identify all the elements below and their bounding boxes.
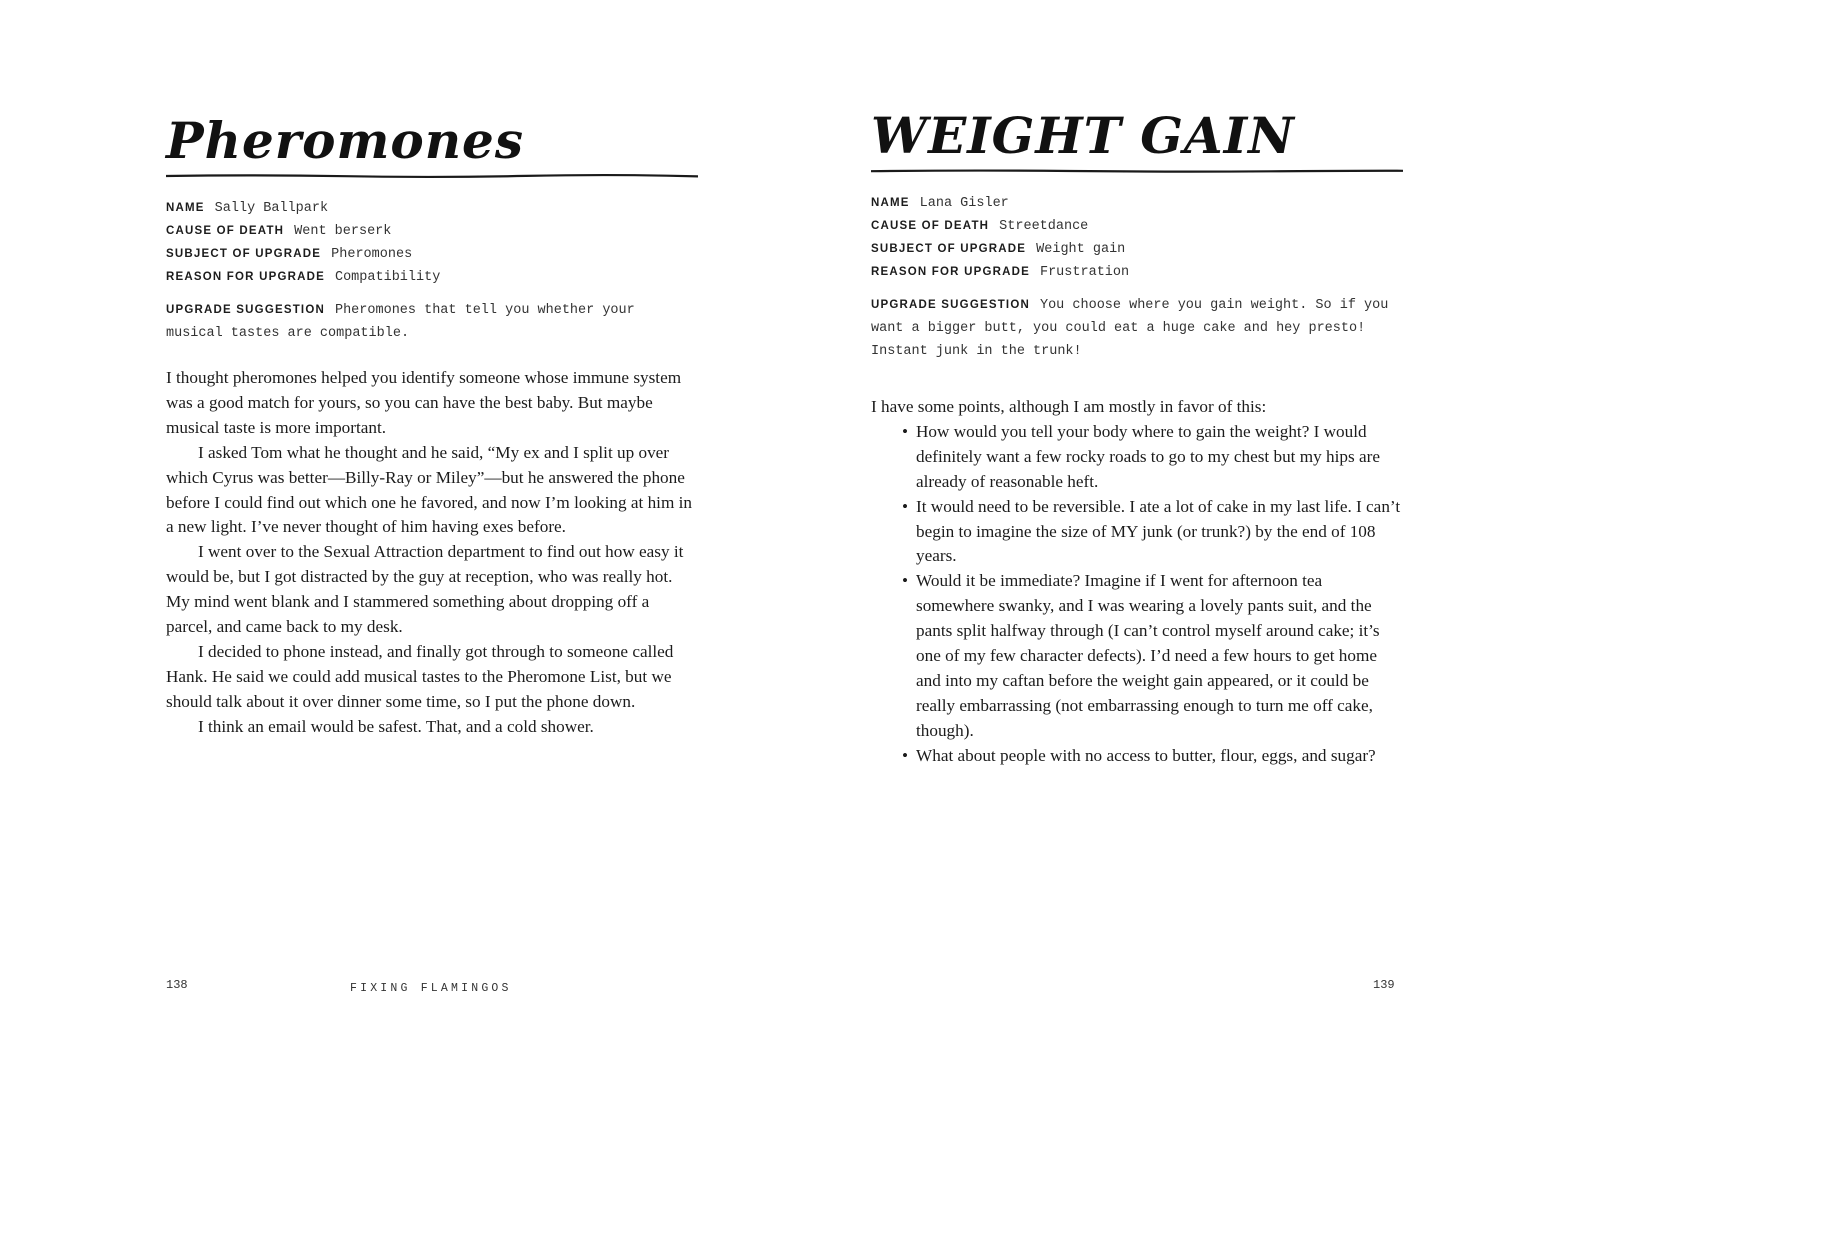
paragraph: I asked Tom what he thought and he said, “My ex and I split up over which Cyrus was better—Billy-Ray or Miley”—but he answered the phone before I could find out which one he favored, and now I’m looking at him in a new light. I’ve never thought of him having exes before. (166, 442, 692, 537)
page-title: Pheromones (166, 111, 525, 170)
field-subject-of-upgrade: SUBJECT OF UPGRADE Weight gain (871, 242, 1126, 257)
bullet-icon: • (902, 421, 909, 441)
upgrade-record (166, 196, 698, 344)
paragraph: I went over to the Sexual Attraction department to find out how easy it would be, but I got distracted by the guy at reception, who was really hot. My mind went blank and I stammered something about dropping off a parcel, and came back to my desk. (166, 542, 684, 637)
list-item: • How would you tell your body where to gain the weight? I would definitely want a few rocky roads to go to my chest but my hips are already of reasonable heft. (902, 421, 1380, 491)
field-cause-of-death: CAUSE OF DEATH Went berserk (166, 224, 392, 239)
right-page (871, 0, 1403, 769)
field-cause-of-death: CAUSE OF DEATH Streetdance (871, 219, 1089, 234)
running-head: FIXING FLAMINGOS (350, 982, 512, 995)
paragraph: I decided to phone instead, and finally got through to someone called Hank. He said we could add musical tastes to the Pheromone List, but we should talk about it over dinner some time, so I put the phone down. (166, 641, 674, 711)
list-item: • What about people with no access to butter, flour, eggs, and sugar? (916, 744, 1403, 769)
bullet-icon: • (902, 496, 909, 516)
page-number-right: 139 (1373, 978, 1395, 992)
field-name: NAME Lana Gisler (871, 196, 1009, 211)
field-reason-for-upgrade: REASON FOR UPGRADE Frustration (871, 265, 1130, 280)
left-page (166, 0, 698, 740)
paragraph: I think an email would be safest. That, and a cold shower. (198, 716, 594, 736)
field-name: NAME Sally Ballpark (166, 201, 329, 216)
upgrade-suggestion: UPGRADE SUGGESTION Pheromones that tell you whether your musical tastes are compatible. (166, 303, 635, 341)
body-text (166, 366, 698, 740)
intro-paragraph: I have some points, although I am mostly in favor of this: (871, 397, 1267, 416)
page-number-left: 138 (166, 978, 188, 992)
bullet-icon: • (902, 571, 909, 591)
paragraph: I thought pheromones helped you identify someone whose immune system was a good match for yours, so you can have the best baby. But maybe musical taste is more important. (166, 368, 682, 437)
upgrade-record (871, 191, 1403, 362)
page-title: WEIGHT GAIN (871, 106, 1295, 165)
field-subject-of-upgrade: SUBJECT OF UPGRADE Pheromones (166, 247, 413, 262)
title-underline (871, 167, 1403, 175)
body-text (871, 395, 1403, 769)
field-reason-for-upgrade: REASON FOR UPGRADE Compatibility (166, 270, 441, 285)
title-underline (166, 172, 698, 180)
bullet-list (871, 420, 1403, 769)
bullet-icon: • (902, 745, 909, 765)
upgrade-suggestion: UPGRADE SUGGESTION You choose where you gain weight. So if you want a bigger butt, you could eat a huge cake and hey presto! Instant junk in the trunk! (871, 298, 1389, 359)
list-item: • It would need to be reversible. I ate a lot of cake in my last life. I can’t begin to imagine the size of MY junk (or trunk?) by the end of 108 years. (902, 496, 1401, 566)
list-item: • Would it be immediate? Imagine if I went for afternoon tea somewhere swanky, and I was wearing a lovely pants suit, and the pants split halfway through (I can’t control myself around cake; it’s one of my few character defects). I’d need a few hours to get home and into my caftan before the weight gain appeared, or it could be really embarrassing (not embarrassing enough to turn me off cake, though). (902, 571, 1380, 740)
